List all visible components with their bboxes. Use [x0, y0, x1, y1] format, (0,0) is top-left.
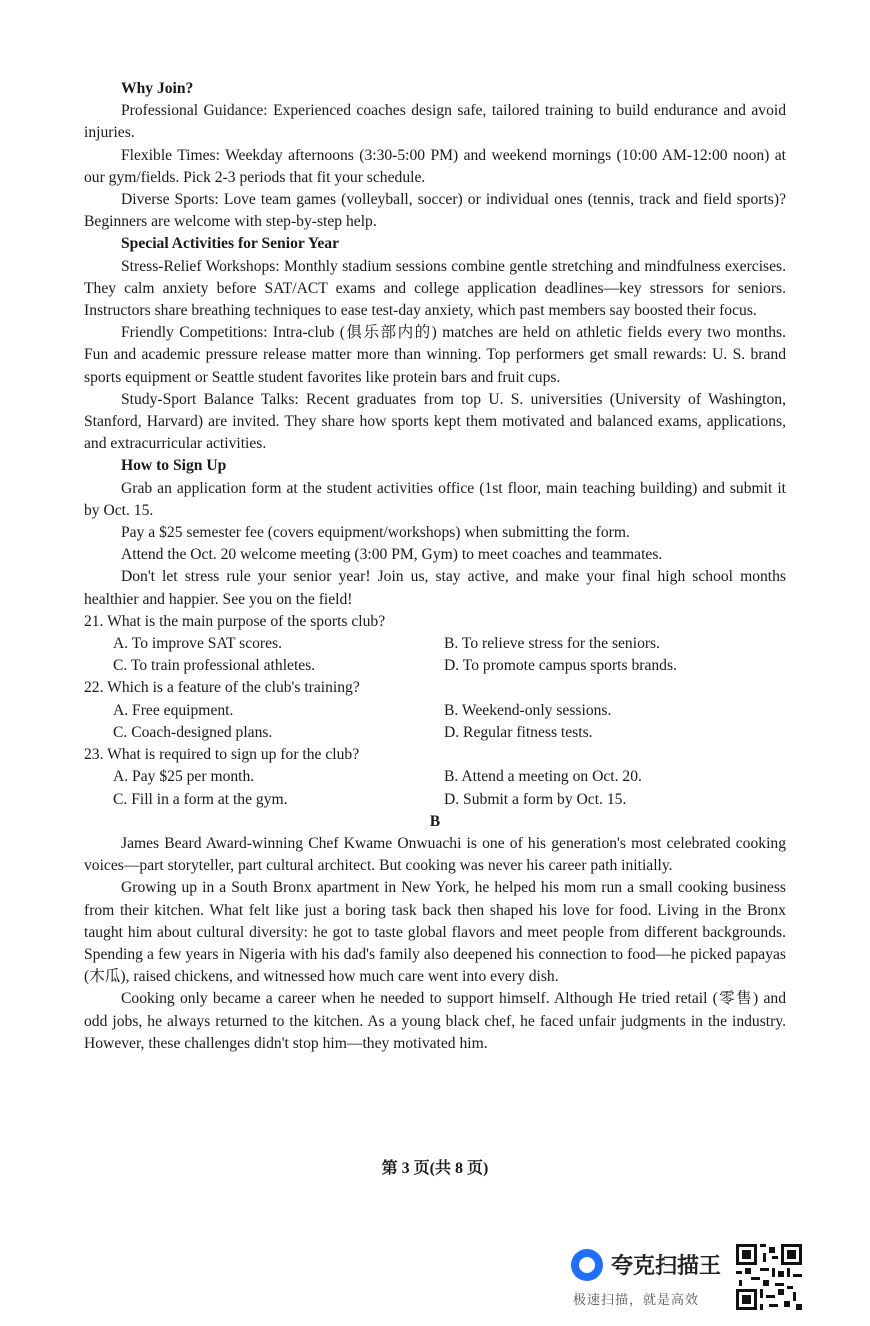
- paragraph-diverse-sports: Diverse Sports: Love team games (volleyball, soccer) or individual ones (tennis, track and field sports)? Beginners are welcome with step-by-step help.: [84, 191, 786, 231]
- heading-why-join: Why Join?: [121, 80, 194, 97]
- paragraph-signup-fee: Pay a $25 semester fee (covers equipment/workshops) when submitting the form.: [121, 524, 630, 542]
- paragraph-b-intro: James Beard Award-winning Chef Kwame Onwuachi is one of his generation's most celebrated cooking voices—part storyteller, part cultural architect. But cooking was never his career path initially.: [84, 834, 786, 875]
- paragraph-b-career: Cooking only became a career when he needed to support himself. Although He tried retail (零售) and odd jobs, he always returned to the kitchen. As a young black chef, he faced unfair judgments in the industry. However, these challenges didn't stop him—they motivated him.: [84, 990, 786, 1052]
- paragraph-closing: Don't let stress rule your senior year! Join us, stay active, and make your final high school months healthier and happier. See you on the field!: [84, 568, 786, 608]
- option-b: B. Attend a meeting on Oct. 20.: [444, 768, 642, 786]
- paragraph-study-sport-talks: Study-Sport Balance Talks: Recent graduates from top U. S. universities (University of Washington, Stanford, Harvard) are invited. They share how sports kept them motivated and balanced exams, applications, and extracurricular activities.: [84, 390, 786, 453]
- option-d: D. Regular fitness tests.: [444, 723, 593, 741]
- option-b: B. Weekend-only sessions.: [444, 701, 612, 719]
- paragraph-stress-relief: Stress-Relief Workshops: Monthly stadium sessions combine gentle stretching and mindfulness exercises. They calm anxiety before SAT/ACT exams and college application deadlines—key stressors for seniors. Instructors share breathing techniques to ease test-day anxiety, which past members say boosted their focus.: [84, 257, 786, 320]
- option-a: A. Pay $25 per month.: [113, 768, 255, 786]
- option-c: C. Fill in a form at the gym.: [113, 790, 288, 808]
- paragraph-flexible-times: Flexible Times: Weekday afternoons (3:30-5:00 PM) and weekend mornings (10:00 AM-12:00 noon) at our gym/fields. Pick 2-3 periods that fit your schedule.: [84, 146, 786, 186]
- question-21: [84, 611, 786, 678]
- page-number: 第 3 页(共 8 页): [381, 1160, 489, 1177]
- question-stem: 23. What is required to sign up for the club?: [84, 746, 360, 764]
- qr-code-icon: [736, 1244, 802, 1310]
- scanner-brand-name: 夸克扫描王: [611, 1254, 722, 1279]
- option-c: C. To train professional athletes.: [113, 657, 316, 675]
- heading-special-activities: Special Activities for Senior Year: [121, 235, 339, 253]
- scanner-watermark: [571, 1245, 731, 1315]
- paragraph-signup-meeting: Attend the Oct. 20 welcome meeting (3:00 PM, Gym) to meet coaches and teammates.: [121, 546, 663, 564]
- exam-page: [84, 78, 786, 1055]
- paragraph-friendly-competitions: Friendly Competitions: Intra-club (俱乐部内的) matches are held on athletic fields every two months. Fun and academic pressure release matter more than winning. Top performers get small rewards: U. S. brand sports equipment or Seattle student favorites like protein bars and fruit cups.: [84, 324, 786, 386]
- heading-how-to-sign-up: How to Sign Up: [121, 457, 227, 475]
- scanner-logo-icon: [571, 1249, 603, 1281]
- question-stem: 21. What is the main purpose of the sports club?: [84, 612, 386, 630]
- option-c: C. Coach-designed plans.: [113, 723, 273, 741]
- paragraph-professional-guidance: Professional Guidance: Experienced coaches design safe, tailored training to build endurance and avoid injuries.: [84, 102, 787, 142]
- question-23: [84, 744, 786, 811]
- option-a: A. To improve SAT scores.: [113, 635, 282, 653]
- paragraph-signup-form: Grab an application form at the student activities office (1st floor, main teaching building) and submit it by Oct. 15.: [84, 479, 786, 519]
- paragraph-b-childhood: Growing up in a South Bronx apartment in New York, he helped his mom run a small cooking business from their kitchen. What felt like just a boring task back then shaped his love for food. Living in the Bronx taught him about cultural diversity: he got to taste global flavors and meet people from different backgrounds. Spending a few years in Nigeria with his dad's family also deepened his connection to food—he picked papayas (木瓜), raised chickens, and witnessed how much care went into every dish.: [84, 879, 786, 986]
- option-d: D. To promote campus sports brands.: [444, 657, 677, 675]
- section-b-heading: B: [429, 812, 441, 830]
- option-a: A. Free equipment.: [113, 701, 234, 719]
- question-22: [84, 677, 786, 744]
- scanner-slogan: 极速扫描，就是高效: [573, 1293, 700, 1308]
- option-b: B. To relieve stress for the seniors.: [444, 635, 661, 653]
- option-d: D. Submit a form by Oct. 15.: [444, 790, 627, 808]
- question-stem: 22. Which is a feature of the club's training?: [84, 679, 360, 697]
